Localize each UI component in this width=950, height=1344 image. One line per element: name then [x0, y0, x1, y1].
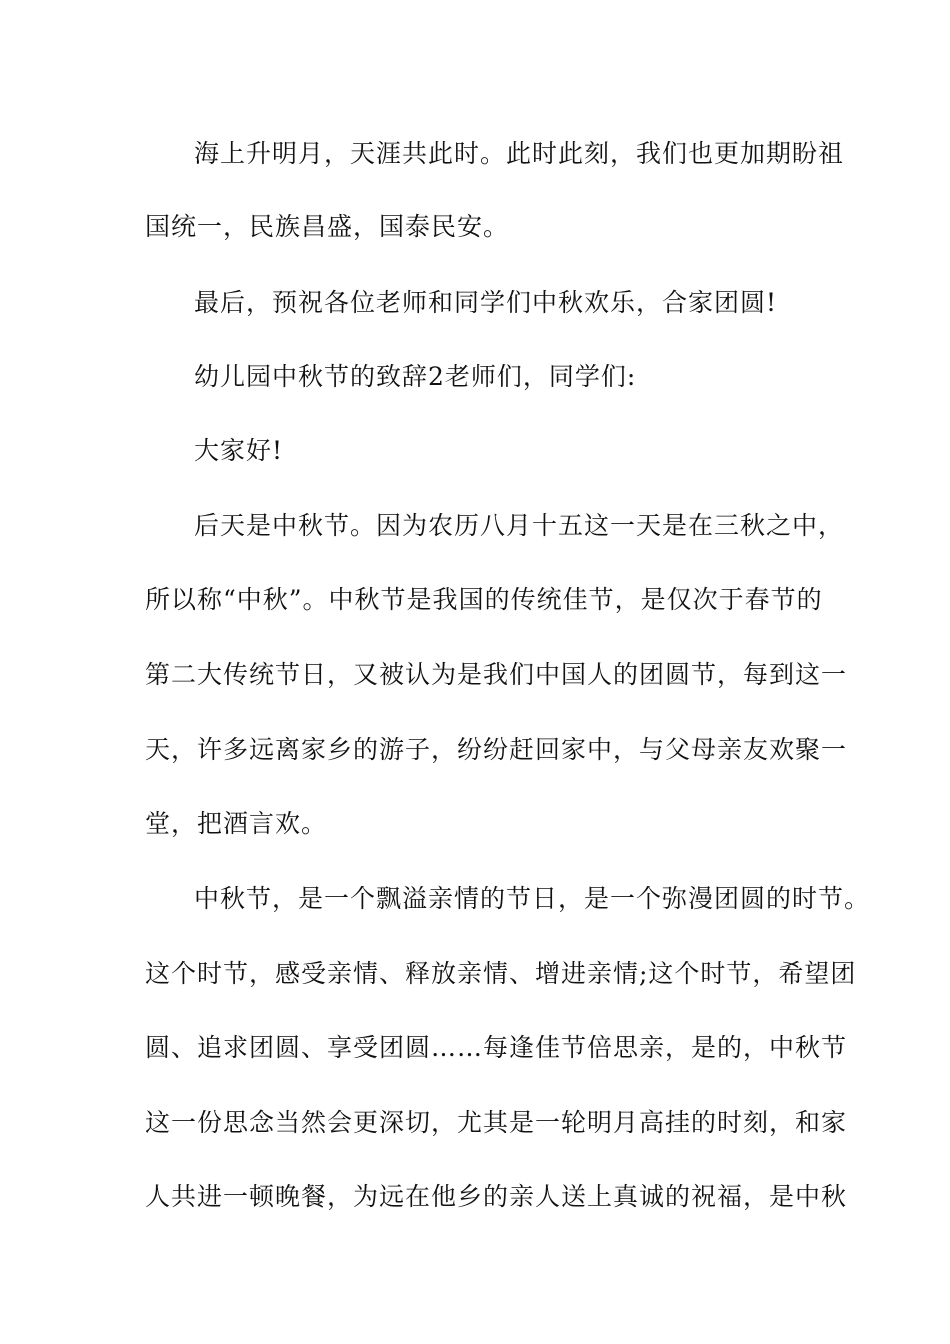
text-line: 天，许多远离家乡的游子，纷纷赶回家中，与父母亲友欢聚一 [145, 735, 848, 764]
text-line: 人共进一顿晚餐，为远在他乡的亲人送上真诚的祝福，是中秋 [145, 1182, 848, 1211]
text-line: 中秋节，是一个飘溢亲情的节日，是一个弥漫团圆的时节。 [194, 884, 871, 913]
text-line: 后天是中秋节。因为农历八月十五这一天是在三秋之中， [194, 511, 845, 540]
text-line: 幼儿园中秋节的致辞2老师们，同学们: [194, 362, 637, 391]
text-line: 圆、追求团圆、享受团圆……每逢佳节倍思亲，是的，中秋节 [145, 1033, 848, 1062]
text-line: 海上升明月，天涯共此时。此时此刻，我们也更加期盼祖 [194, 139, 845, 168]
text-line: 国统一，民族昌盛，国泰民安。 [145, 212, 510, 241]
text-line: 大家好! [194, 436, 284, 465]
text-line: 第二大传统节日，又被认为是我们中国人的团圆节，每到这一 [145, 660, 848, 689]
text-line: 这一份思念当然会更深切，尤其是一轮明月高挂的时刻，和家 [145, 1108, 848, 1137]
text-line: 所以称“中秋”。中秋节是我国的传统佳节，是仅次于春节的 [145, 585, 823, 614]
text-line: 这个时节，感受亲情、释放亲情、增进亲情;这个时节，希望团 [145, 959, 857, 988]
text-line: 堂，把酒言欢。 [145, 809, 328, 838]
text-line: 最后，预祝各位老师和同学们中秋欢乐，合家团圆! [194, 288, 778, 317]
